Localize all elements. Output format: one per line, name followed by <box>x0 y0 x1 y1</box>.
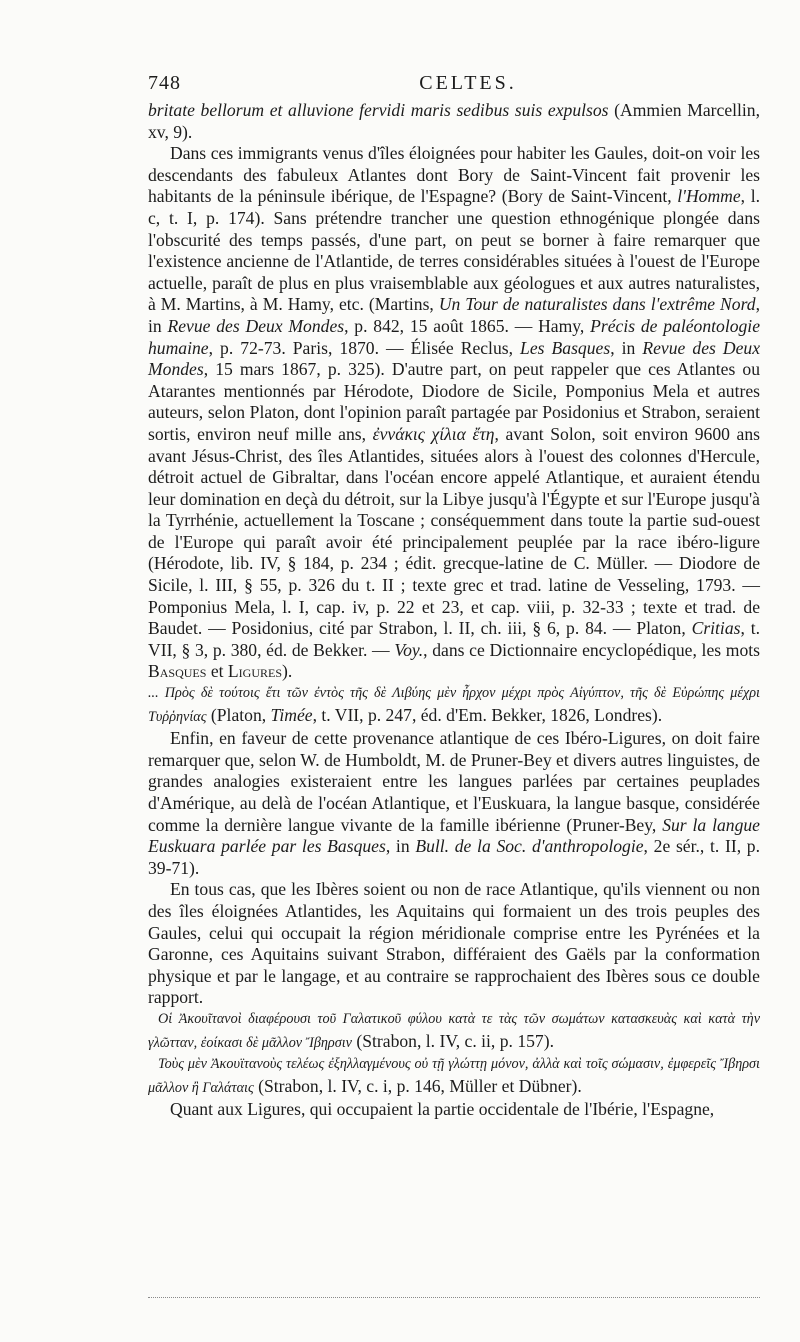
text-run: En tous cas, que les Ibères soient ou non de race Atlantique, qu'ils viennent ou non des îles éloignées Atlantides, les Aquitains qui formaient un des trois peuples des Gaules, celui qui occupait la région méridionale comprise entre les Pyrénées et la Garonne, ces Aquitains suivant Strabon, différaient des Gaëls par la conformation physique et par le langage, et au contraire se rapprochaient des Ibères sous ce double rapport. <box>148 879 760 1008</box>
italic-text-run: Un Tour de naturalistes dans l'extrême Nord <box>438 294 756 315</box>
text-run: , 15 mars 1867, p. 325). D'autre part, on peut rappeler que ces Atlantes ou Atarantes mentionnés par Hérodote, Diodore de Sicile, Pomponius Mela et autres auteurs, selon Platon, dont l'opinion paraît partagée par Posidonius et Strabon, seraient sortis, environ neuf mille ans, <box>148 359 760 444</box>
text-run: (Strabon, l. IV, c. i, p. 146, Müller et Dübner). <box>253 1075 582 1096</box>
text-run: (Strabon, l. IV, c. ii, p. 157). <box>351 1030 554 1051</box>
text-paragraph <box>148 143 760 683</box>
italic-text-run: Bull. de la Soc. d'anthropologie <box>415 836 644 857</box>
text-run: , p. 842, 15 août 1865. — Hamy, <box>344 315 591 336</box>
italic-text-run: l'Homme <box>677 186 741 207</box>
text-run: , avant Solon, soit environ 9600 ans avant Jésus-Christ, des îles Atlantides, situées alors à l'ouest des colonnes d'Hercule, détroit actuel de Gibraltar, dans l'océan encore appelé Atlantique, et auraient étendu leur domination en deçà du détroit, sur la Libye jusqu'à l'Égypte et sur l'Europe jusqu'à la Tyrrhénie, actuellement la Toscane ; conséquemment dans toute la partie sud-ouest de l'Europe qui paraît avoir été principalement peuplée par la race ibéro-ligure (Hérodote, lib. IV, § 184, p. 234 ; édit. grecque-latine de C. Müller. — Diodore de Sicile, l. III, § 55, p. 326 du t. II ; texte grec et trad. latine de Vesseling, 1793. — Pomponius Mela, l. I, cap. iv, p. 22 et 23, et cap. viii, p. 32-33 ; texte et trad. de Baudet. — Posidonius, cité par Strabon, l. II, ch. iii, § 6, p. 84. — Platon, <box>148 423 761 639</box>
text-run: (Platon, <box>206 704 271 725</box>
small-caps-text-run: Ligures <box>227 661 283 682</box>
text-run: , l. c, t. I, p. 174). Sans prétendre trancher une question ethnogénique plongée dans l'obscurité des temps passés, d'une part, on peut se borner à faire remarquer que l'existence ancienne de l'Atlantide, de terres considérables situées à l'ouest de l'Europe actuelle, paraît de plus en plus vraisemblable aux géologues et aux autres naturalistes, à M. Martins, à M. Hamy, etc. (Martins, <box>148 186 760 315</box>
running-title: CELTES. <box>419 72 517 94</box>
greek-quotation-paragraph <box>148 1009 760 1054</box>
text-run: Dans ces immigrants venus d'îles éloignées pour habiter les Gaules, doit-on voir les descendants des fabuleux Atlantes dont Bory de Saint-Vincent fait provenir les habitants de la péninsule ibérique, de l'Espagne? (Bory de Saint-Vincent, <box>148 143 760 207</box>
italic-text-run: Précis de paléontologie humaine <box>148 315 761 358</box>
italic-text-run: ἐννάκις χίλια ἔτη <box>372 423 495 444</box>
greek-quotation-paragraph <box>148 683 760 728</box>
bottom-dotted-rule <box>148 1297 760 1302</box>
text-run: et <box>206 661 228 682</box>
text-run: (Ammien Marcellin, xv, 9). <box>148 100 760 142</box>
text-run: ). <box>282 661 293 682</box>
text-run: , t. VII, § 3, p. 380, éd. de Bekker. — <box>148 618 760 660</box>
page-body <box>148 100 760 1121</box>
italic-text-run: Τοὺς μὲν Ἀκουϊτανοὺς τελέως ἐξηλλαγμένους οὐ τῇ γλώττῃ μόνον, ἀλλὰ καὶ τοῖς σώμασιν, ἐμφερεῖς Ἴβηρσι μᾶλλον ἢ Γαλάταις <box>148 1056 760 1096</box>
text-run: Enfin, en faveur de cette provenance atlantique de ces Ibéro-Ligures, on doit faire remarquer que, selon W. de Humboldt, M. de Pruner-Bey et divers autres linguistes, de grandes analogies existeraient entre les langues parlées par certaines peuplades d'Amérique, au delà de l'océan Atlantique, et l'Euskuara, la langue basque, considérée comme la dernière langue vivante de la famille ibérienne (Pruner-Bey, <box>148 728 760 835</box>
text-run: Quant aux Ligures, qui occupaient la partie occidentale de l'Ibérie, l'Espagne, <box>170 1099 715 1120</box>
text-run: , p. 72-73. Paris, 1870. — Élisée Reclus, <box>208 337 521 358</box>
greek-quotation-paragraph <box>148 1054 760 1099</box>
text-run: , in <box>610 337 643 358</box>
text-run: , in <box>385 836 416 857</box>
page-number: 748 <box>148 72 181 94</box>
text-run: , in <box>148 294 760 336</box>
text-paragraph <box>148 100 760 143</box>
italic-text-run: Revue des Deux Mondes <box>167 315 345 336</box>
text-run: , dans ce Dictionnaire encyclopédique, les mots <box>423 639 760 660</box>
italic-text-run: Voy. <box>394 639 424 660</box>
italic-text-run: Les Basques <box>520 337 611 358</box>
text-run: , t. VII, p. 247, éd. d'Em. Bekker, 1826, Londres). <box>312 704 663 725</box>
italic-text-run: Οἱ Ἀκουῖτανοὶ διαφέρουσι τοῦ Γαλατικοῦ φύλου κατὰ τε τὰς τῶν σωμάτων κατασκευὰς καὶ κατὰ τὴν γλῶτταν, ἐοίκασι δὲ μᾶλλον Ἴβηρσιν <box>148 1010 760 1051</box>
italic-text-run: ... Πρὸς δὲ τούτοις ἔτι τῶν ἐντὸς τῆς δὲ Λιβύης μὲν ἦρχον μέχρι πρὸς Αἰγύπτον, τῆς δὲ Εὐρώπης μέχρι Τυῤῥηνίας <box>148 685 760 725</box>
italic-text-run: Timée <box>270 704 313 725</box>
page-header <box>148 72 748 98</box>
small-caps-text-run: Basques <box>148 661 207 682</box>
text-paragraph <box>148 879 760 1009</box>
italic-text-run: Sur la langue Euskuara parlée par les Basques <box>148 814 760 857</box>
text-paragraph <box>148 1099 760 1121</box>
italic-text-run: Revue des Deux Mondes <box>148 337 761 380</box>
text-run: , 2e sér., t. II, p. 39-71). <box>148 836 760 878</box>
italic-text-run: Critias <box>691 618 741 639</box>
italic-text-run: britate bellorum et alluvione fervidi maris sedibus suis expulsos <box>148 100 609 120</box>
text-paragraph <box>148 728 760 879</box>
